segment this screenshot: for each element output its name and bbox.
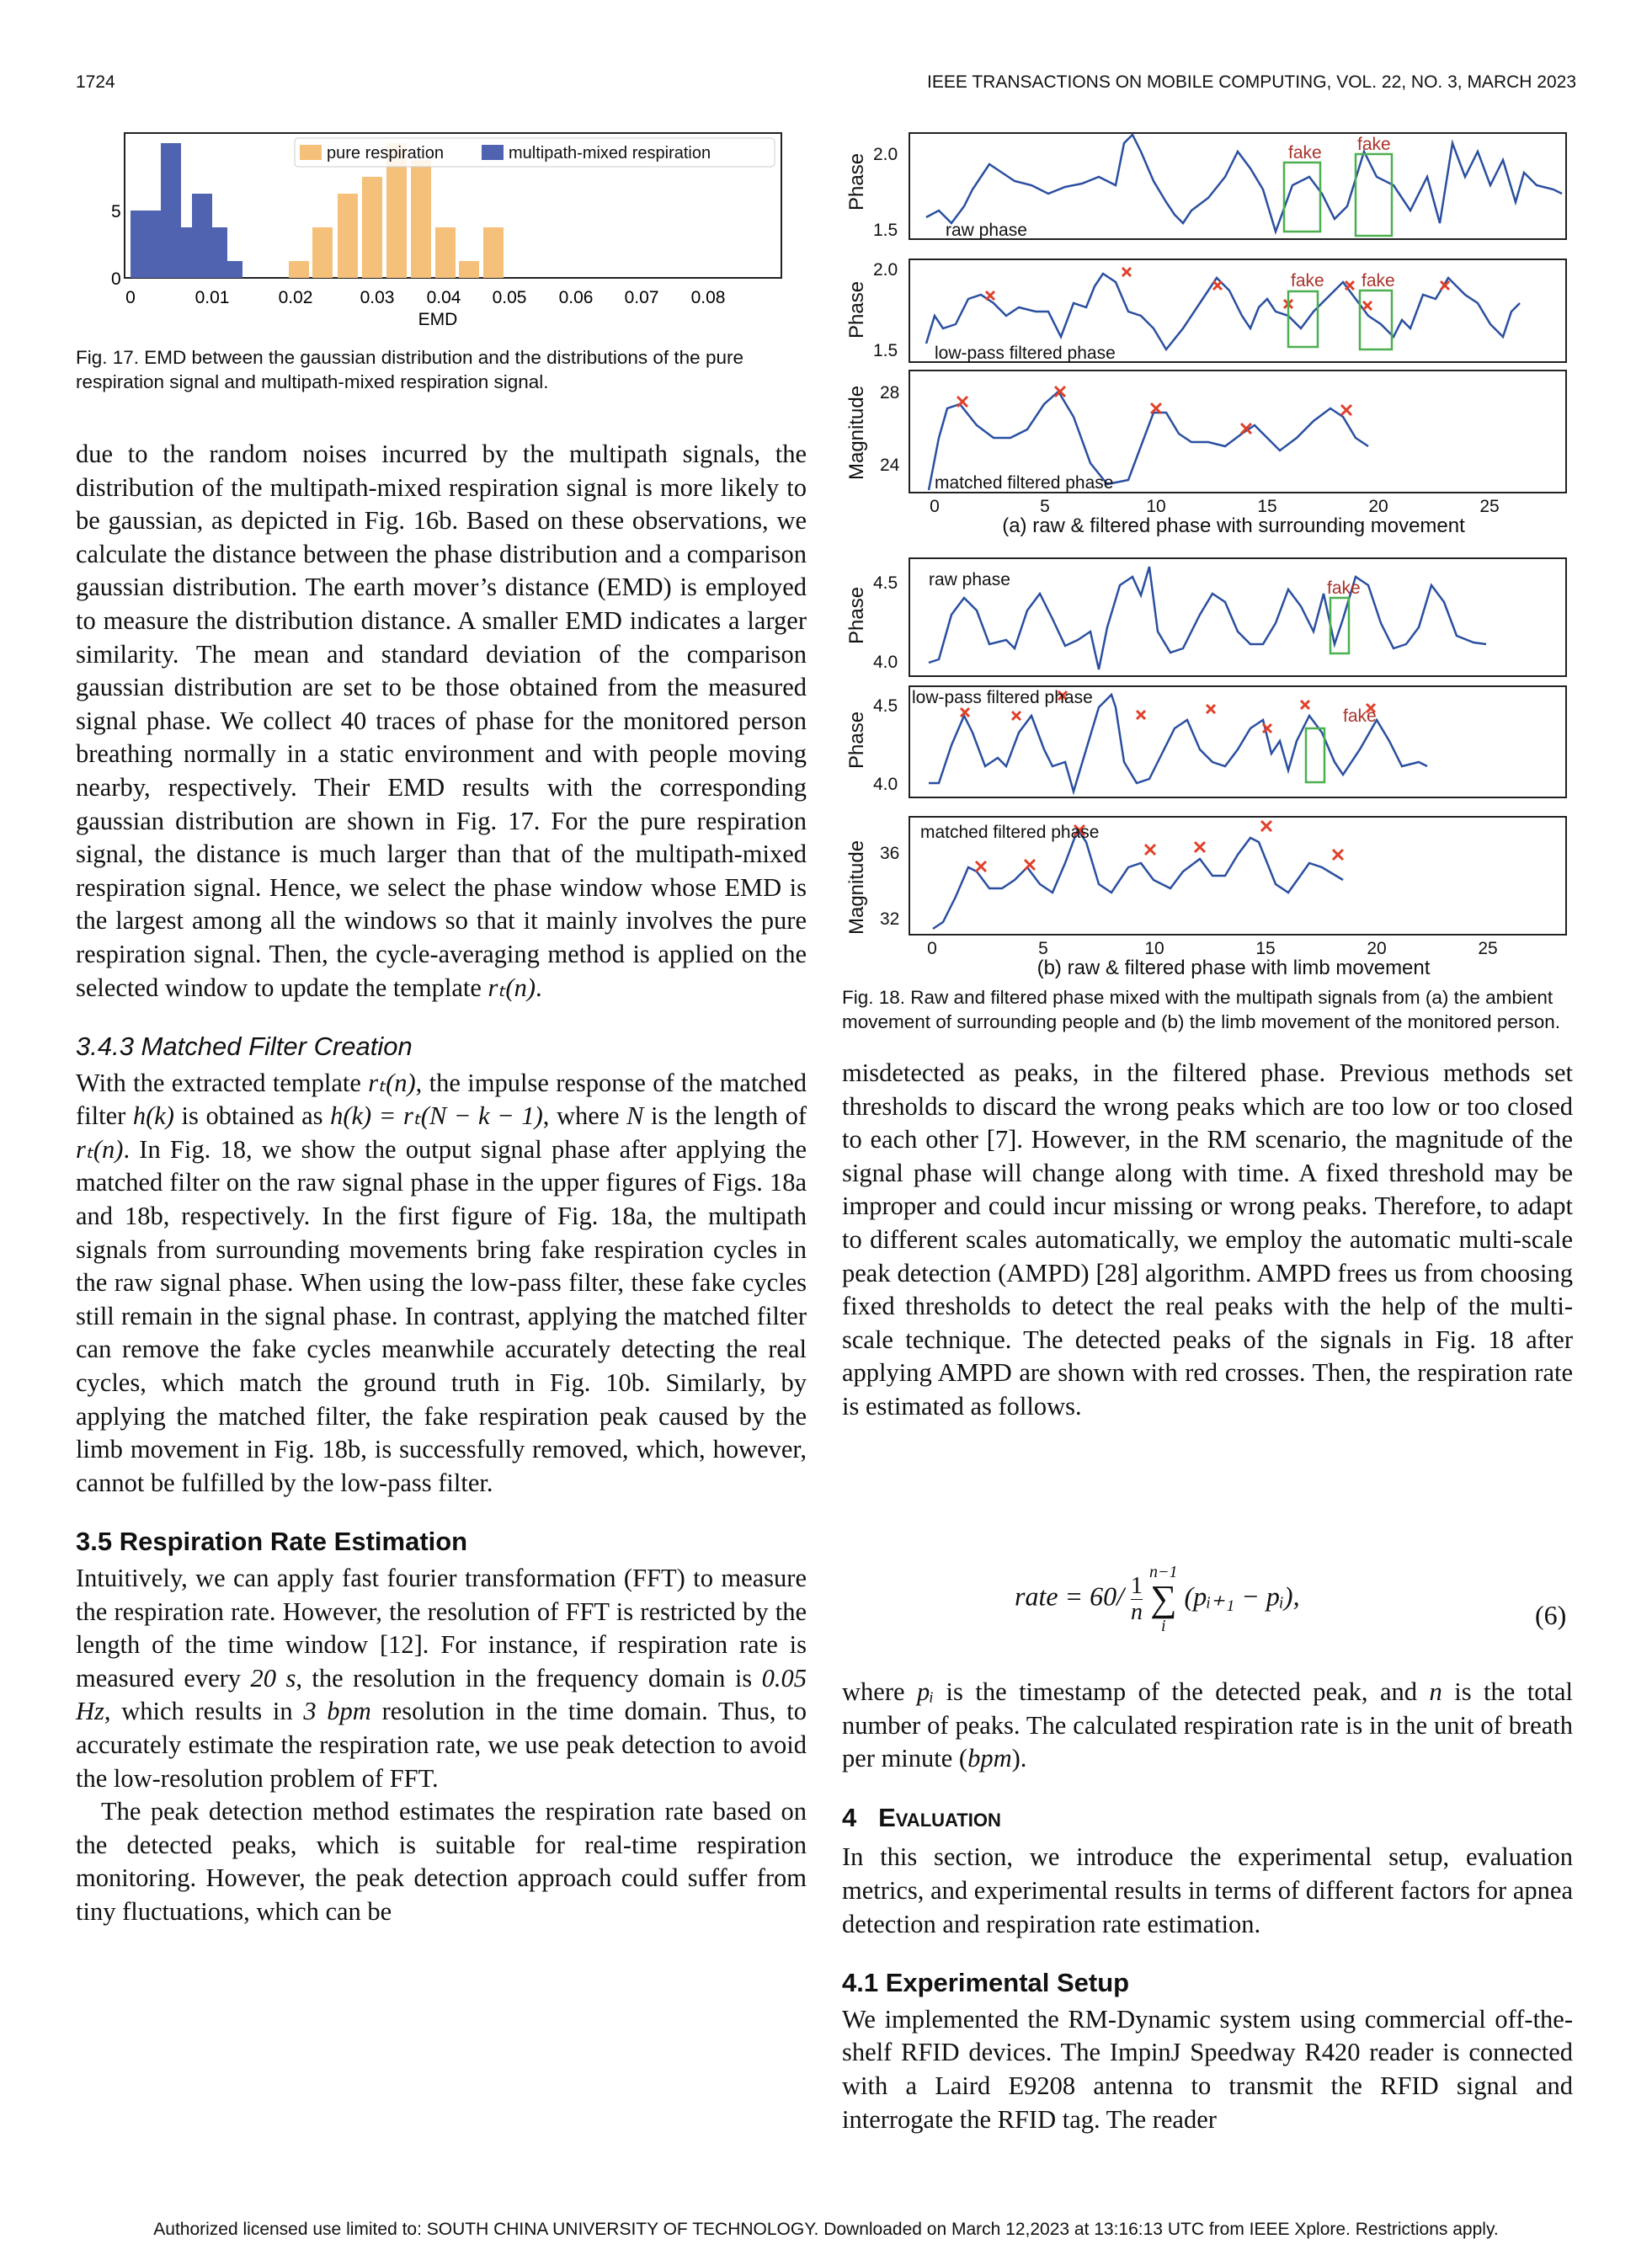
svg-text:Magnitude: Magnitude — [845, 840, 868, 935]
svg-text:matched filtered phase: matched filtered phase — [920, 823, 1100, 842]
svg-text:36: 36 — [880, 844, 900, 863]
legend-multipath: multipath-mixed respiration — [509, 144, 711, 163]
svg-text:matched filtered phase: matched filtered phase — [935, 473, 1114, 493]
svg-text:low-pass filtered phase: low-pass filtered phase — [912, 688, 1093, 707]
right-column-lower — [842, 1676, 1573, 2136]
paragraph: Intuitively, we can apply fast fourier transformation (FFT) to measure the respiration rate. However, the resolution of FFT is restricted by the length of the time window [12]. For instance, if respiration rate is measured every 20 s, the resolution in the frequency domain is 0.05 Hz, which results in 3 bpm resolution in the time domain. Thus, to accurately estimate the respiration rate, we use peak detection to avoid the low-resolution problem of FFT. — [76, 1564, 807, 1793]
section-heading-3-4-3: 3.4.3 Matched Filter Creation — [76, 1032, 413, 1062]
svg-text:raw phase: raw phase — [946, 221, 1027, 240]
svg-text:10: 10 — [1146, 497, 1166, 516]
equation-number: (6) — [1535, 1600, 1567, 1630]
svg-text:low-pass filtered phase: low-pass filtered phase — [935, 344, 1116, 363]
svg-text:Magnitude: Magnitude — [845, 385, 868, 480]
svg-text:25: 25 — [1479, 497, 1500, 516]
paragraph: due to the random noises incurred by the multipath signals, the distribution of the multipath-mixed respiration signal is more likely to be gaussian, as depicted in Fig. 16b. Based on these observations, we calculate the distance between the phase distribution and a comparison gaussian distribution. The earth mover’s distance (EMD) is employed to measure the distribution distance. A smaller EMD indicates a larger similarity. The mean and standard deviation of the comparison gaussian distribution are set to be those obtained from the measured signal phase. We collect 40 traces of phase for the monitored person breathing normally in a static environment and with people moving nearby, respectively. Their EMD results with the corresponding gaussian distribution are shown in Fig. 17. For the pure respiration signal, the distance is much larger than that of the multipath-mixed respiration signal. Hence, we select the phase window whose EMD is the largest among all the windows so that it mainly involves the pure respiration signal. Then, the cycle-averaging method is applied on the selected window to update the template rₜ(n). — [76, 440, 807, 1002]
svg-text:25: 25 — [1478, 939, 1498, 958]
section-heading-4: 4 Evaluation — [842, 1802, 1001, 1832]
paragraph: With the extracted template rₜ(n), the impulse response of the matched filter h(k) is obtained as h(k) = rₜ(N − k − 1), where N is the length of rₜ(n). In Fig. 18, we show the output signal phase after applying the matched filter on the raw signal phase in the upper figures of Figs. 18a and 18b, respectively. In the first figure of Fig. 18a, the multipath signals from surrounding movements bring fake respiration cycles in the raw signal phase. When using the low-pass filter, these fake cycles still remain in the signal phase. In contrast, applying the matched filter can remove the fake cycles meanwhile accurately detecting the real cycles, which match the ground truth in Fig. 10b. Similarly, by applying the matched filter, the fake respiration peak caused by the limb movement in Fig. 18b, is successfully removed, which, however, cannot be fulfilled by the low-pass filter. — [76, 1068, 807, 1497]
svg-text:5: 5 — [111, 202, 121, 221]
svg-text:4.5: 4.5 — [873, 573, 898, 593]
svg-text:2.0: 2.0 — [873, 260, 898, 280]
page-number: 1724 — [76, 72, 115, 92]
svg-text:1.5: 1.5 — [873, 221, 898, 240]
fig18-caption: Fig. 18. Raw and filtered phase mixed with the multipath signals from (a) the ambient movement of surrounding people and (b) the limb movement of the monitored person. — [842, 987, 1560, 1032]
section-heading-3-5: 3.5 Respiration Rate Estimation — [76, 1527, 468, 1557]
svg-text:0.04: 0.04 — [426, 288, 461, 307]
svg-text:Phase: Phase — [845, 152, 868, 211]
svg-text:5: 5 — [1040, 497, 1050, 516]
svg-text:fake: fake — [1291, 271, 1324, 291]
svg-text:Phase: Phase — [845, 280, 868, 339]
legend-pure: pure respiration — [327, 144, 444, 163]
svg-text:Phase: Phase — [845, 586, 868, 644]
fig17-caption: Fig. 17. EMD between the gaussian distribution and the distributions of the pure respiration signal and multipath-mixed respiration signal. — [76, 347, 743, 392]
svg-text:fake: fake — [1362, 271, 1395, 291]
fig17-bar-chart — [84, 126, 791, 337]
svg-text:Phase: Phase — [845, 711, 868, 769]
multipath-bars — [131, 143, 242, 278]
equation-6: rate = 60/ $\frac{1}{n}$ n−1 ∑ i (pᵢ₊₁ − pᵢ), — [1015, 1563, 1300, 1635]
section-heading-4-1: 4.1 Experimental Setup — [842, 1968, 1130, 1998]
right-column — [842, 1057, 1573, 1424]
svg-text:5: 5 — [1038, 939, 1048, 958]
journal-header: IEEE TRANSACTIONS ON MOBILE COMPUTING, VOL. 22, NO. 3, MARCH 2023 — [927, 72, 1576, 92]
svg-text:0: 0 — [111, 269, 121, 289]
left-column — [76, 438, 807, 1929]
svg-text:2.0: 2.0 — [873, 145, 898, 164]
svg-text:fake: fake — [1327, 578, 1361, 598]
svg-text:24: 24 — [880, 456, 900, 475]
fig18b-line-charts — [838, 552, 1579, 981]
svg-text:0: 0 — [927, 939, 937, 958]
svg-text:0.05: 0.05 — [492, 288, 527, 307]
svg-text:0.03: 0.03 — [360, 288, 395, 307]
svg-text:15: 15 — [1257, 497, 1277, 516]
svg-text:raw phase: raw phase — [929, 570, 1010, 589]
footer-license: Authorized licensed use limited to: SOUTH CHINA UNIVERSITY OF TECHNOLOGY. Downloaded on March 12,2023 at 13:16:13 UTC from IEEE Xplore. Restrictions apply. — [153, 2220, 1499, 2239]
svg-text:4.0: 4.0 — [873, 775, 898, 794]
svg-text:4.0: 4.0 — [873, 653, 898, 672]
svg-text:(a) raw & filtered phase with: (a) raw & filtered phase with surrounding movement — [1002, 514, 1465, 537]
svg-text:fake: fake — [1357, 135, 1391, 154]
svg-text:20: 20 — [1367, 939, 1387, 958]
svg-text:0.06: 0.06 — [558, 288, 594, 307]
svg-text:15: 15 — [1255, 939, 1276, 958]
paragraph: misdetected as peaks, in the filtered phase. Previous methods set thresholds to discard the wrong peaks which are too low or too closed to each other [7]. However, in the RM scenario, the magnitude of the signal phase will change along with time. A fixed threshold may be improper and could incur missing or wrong peaks. Therefore, to adapt to different scales automatically, we employ the automatic multi-scale peak detection (AMPD) [28] algorithm. AMPD frees us from choosing fixed thresholds to detect the real peaks with the help of the multi-scale technique. The detected peaks of the signals in Fig. 18 after applying AMPD are shown with red crosses. Then, the respiration rate is estimated as follows. — [842, 1058, 1573, 1421]
svg-text:0.08: 0.08 — [690, 288, 726, 307]
svg-text:0.02: 0.02 — [278, 288, 313, 307]
svg-text:4.5: 4.5 — [873, 696, 898, 716]
svg-text:0.07: 0.07 — [624, 288, 659, 307]
paragraph: We implemented the RM-Dynamic system using commercial off-the-shelf RFID devices. The ImpinJ Speedway R420 reader is connected with a Laird E9208 antenna to transmit the RFID signal and interrogate the RFID tag. The reader — [842, 2004, 1573, 2134]
paragraph: where pᵢ is the timestamp of the detected peak, and n is the total number of peaks. The calculated respiration rate is in the unit of breath per minute (bpm). — [842, 1677, 1573, 1773]
svg-text:fake: fake — [1343, 706, 1377, 726]
svg-text:0: 0 — [125, 288, 136, 307]
svg-text:fake: fake — [1288, 143, 1322, 163]
svg-text:20: 20 — [1368, 497, 1388, 516]
svg-text:0: 0 — [930, 497, 940, 516]
paragraph: The peak detection method estimates the respiration rate based on the detected peaks, which is suitable for real-time respiration monitoring. However, the peak detection approach could suffer from tiny fluctuations, which can be — [76, 1797, 807, 1926]
svg-text:10: 10 — [1144, 939, 1164, 958]
paragraph: In this section, we introduce the experimental setup, evaluation metrics, and experimental results in terms of different factors for apnea detection and respiration rate estimation. — [842, 1842, 1573, 1938]
fig18a-line-charts — [838, 126, 1579, 539]
svg-text:0.01: 0.01 — [195, 288, 230, 307]
svg-text:1.5: 1.5 — [873, 341, 898, 360]
svg-text:32: 32 — [880, 909, 900, 929]
svg-text:EMD: EMD — [418, 310, 458, 329]
svg-text:(b) raw & filtered phase with: (b) raw & filtered phase with limb movement — [1036, 957, 1431, 979]
svg-text:28: 28 — [880, 383, 900, 402]
